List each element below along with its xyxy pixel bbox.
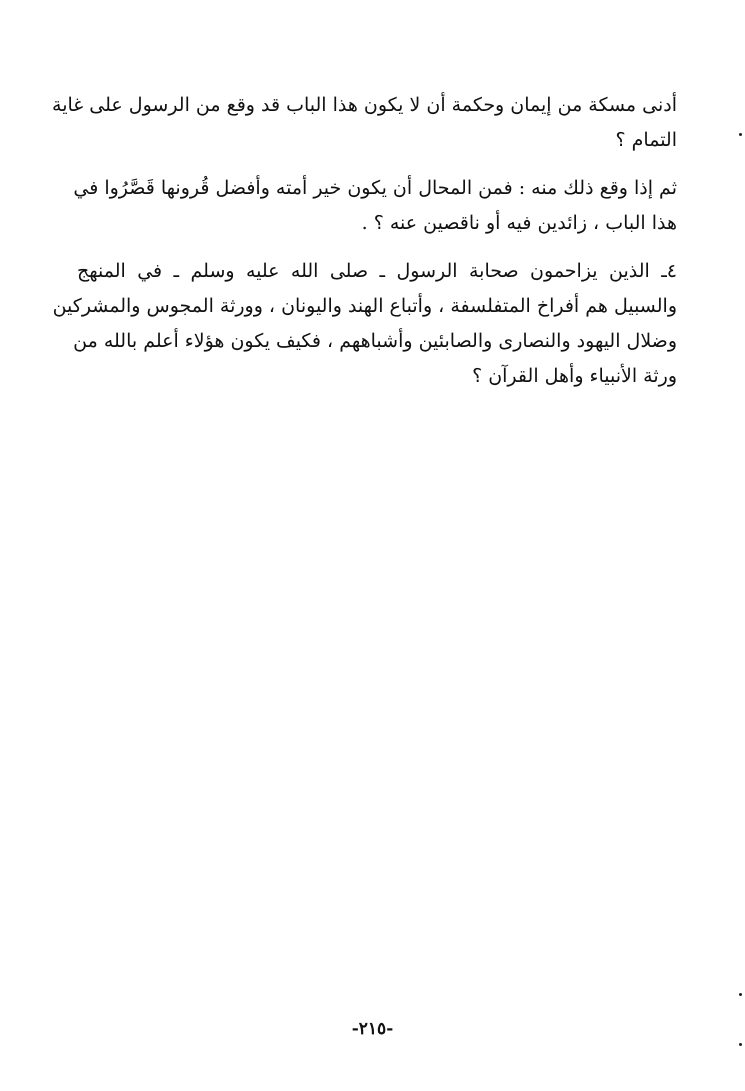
text-line: التمام ؟ bbox=[615, 129, 677, 151]
paragraph-1 bbox=[52, 88, 677, 158]
text-line: ٤ـ الذين يزاحمون صحابة الرسول ـ صلى الله عليه وسلم ـ في المنهج bbox=[77, 260, 677, 282]
paragraph-3 bbox=[52, 254, 677, 394]
text-line: ثم إذا وقع ذلك منه : فمن المحال أن يكون خير أمته وأفضل قُرونها قَصَّرُوا في bbox=[73, 177, 677, 199]
scan-speck bbox=[739, 1043, 742, 1046]
text-line: وضلال اليهود والنصارى والصابئين وأشباههم ، فكيف يكون هؤلاء أعلم بالله من bbox=[73, 330, 677, 352]
text-line: ورثة الأنبياء وأهل القرآن ؟ bbox=[472, 365, 677, 387]
scan-speck bbox=[739, 133, 742, 136]
text-line: أدنى مسكة من إيمان وحكمة أن لا يكون هذا الباب قد وقع من الرسول على غاية bbox=[52, 94, 677, 116]
page-number: -٢١٥- bbox=[351, 1019, 394, 1039]
text-line: والسبيل هم أفراخ المتفلسفة ، وأتباع الهند واليونان ، وورثة المجوس والمشركين bbox=[52, 295, 677, 317]
scan-speck bbox=[739, 993, 742, 996]
body-text bbox=[52, 88, 677, 394]
paragraph-2 bbox=[73, 171, 677, 241]
text-line: هذا الباب ، زائدين فيه أو ناقصين عنه ؟ . bbox=[361, 212, 677, 234]
